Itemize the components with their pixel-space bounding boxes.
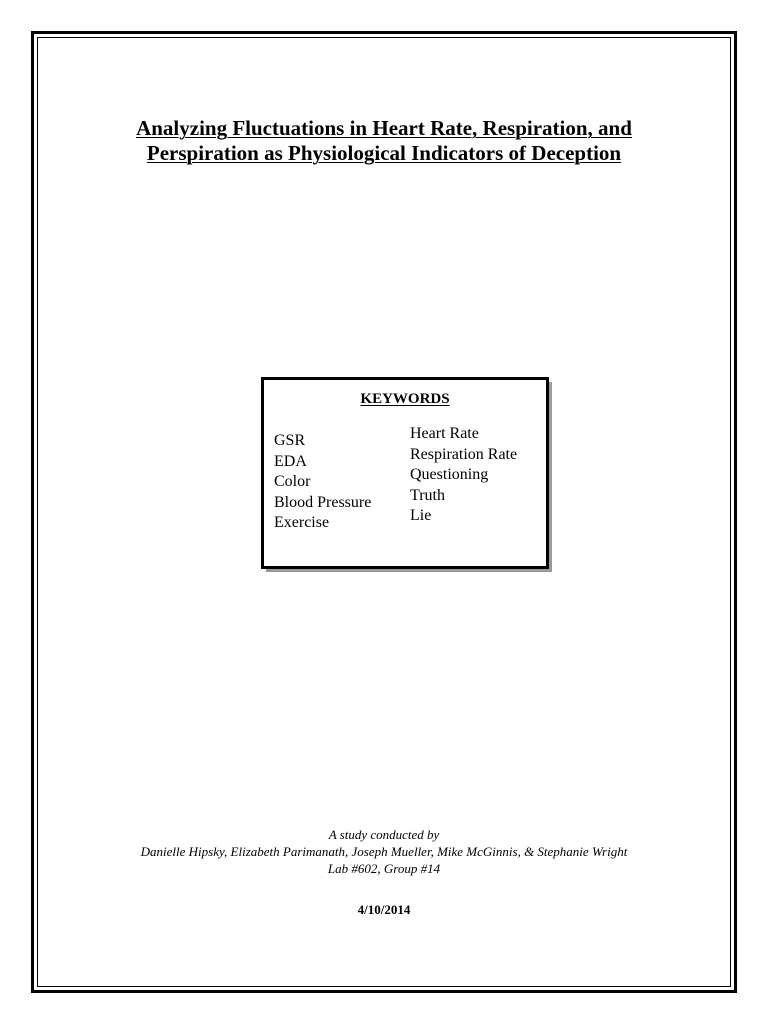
keyword-item: Lie — [410, 507, 432, 524]
keywords-box — [261, 377, 549, 569]
credits-lab: Lab #602, Group #14 — [327, 861, 441, 876]
keywords-left-column — [274, 431, 371, 534]
keyword-item: Blood Pressure — [274, 493, 372, 511]
document-title — [60, 116, 708, 166]
keyword-item: Color — [274, 473, 311, 490]
keyword-item: Respiration Rate — [410, 445, 518, 463]
document-date: 4/10/2014 — [357, 902, 411, 917]
keywords-heading: KEYWORDS — [360, 391, 450, 407]
title-line-2: Perspiration as Physiological Indicators of Deception — [146, 141, 622, 165]
credits-block — [60, 826, 708, 877]
keyword-item: EDA — [274, 452, 307, 470]
keyword-item: GSR — [274, 432, 306, 449]
keywords-right-column — [410, 424, 517, 527]
keyword-item: Truth — [410, 486, 445, 504]
keyword-item: Questioning — [410, 466, 489, 483]
credits-authors: Danielle Hipsky, Elizabeth Parimanath, Joseph Mueller, Mike McGinnis, & Stephanie Wright — [140, 844, 628, 859]
credits-intro: A study conducted by — [328, 827, 440, 842]
keyword-item: Exercise — [274, 514, 330, 531]
title-line-1: Analyzing Fluctuations in Heart Rate, Respiration, and — [136, 116, 632, 140]
keyword-item: Heart Rate — [410, 425, 479, 442]
